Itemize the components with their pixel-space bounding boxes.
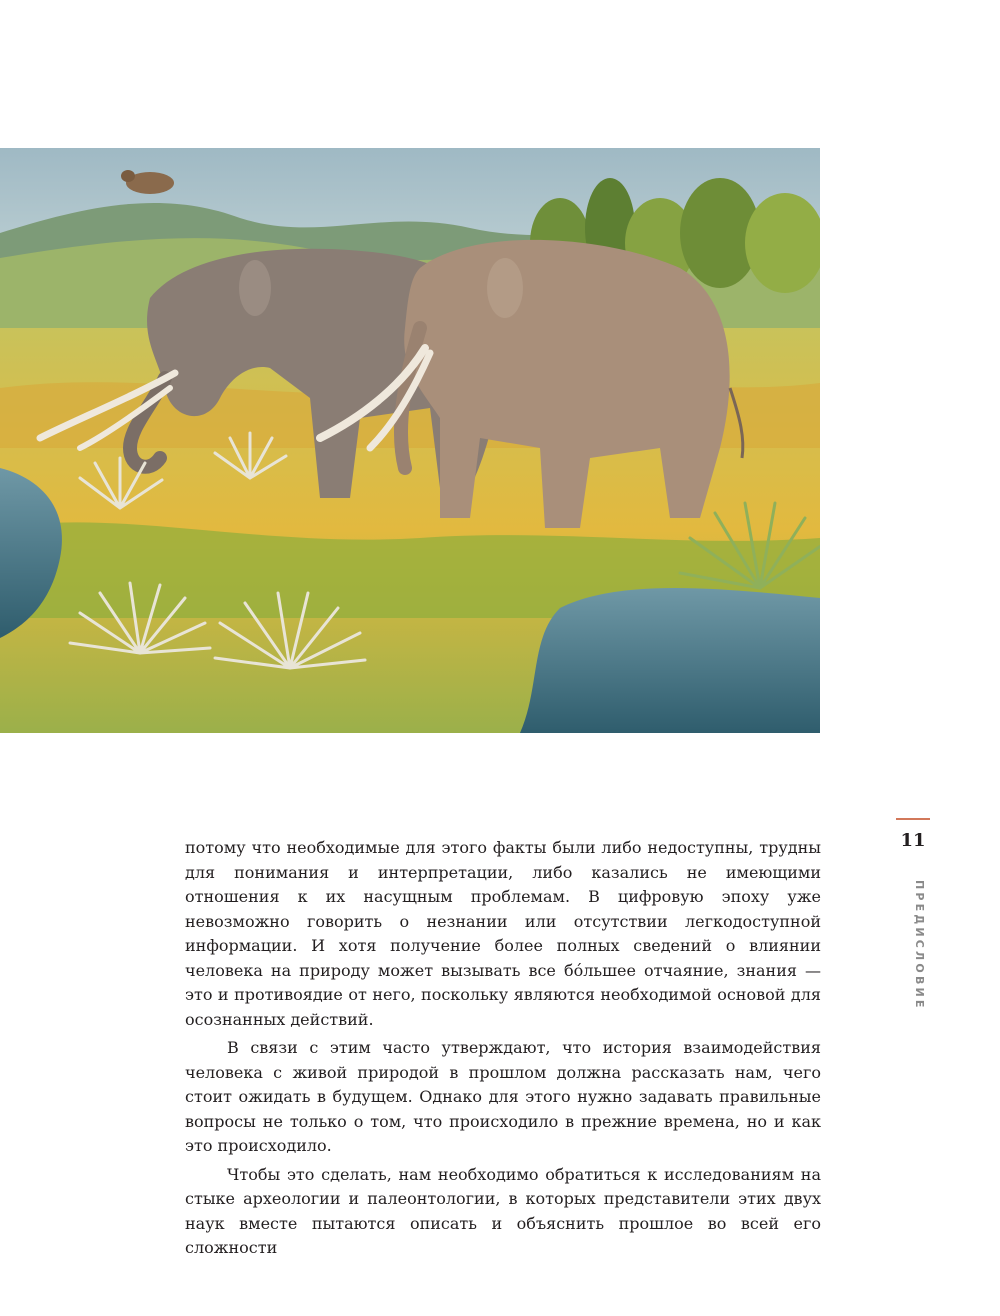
water-right [520,588,820,733]
mastodons-illustration [0,148,820,733]
paragraph-2: В связи с этим часто утверждают, что история взаимодействия человека с живой природой в прошлом должна рассказать нам, чего стоит ожидать в будущем. Однако для этого нужно задавать правильные вопросы не только о том, что происходило в прежние времена, но и как это происходило. [185,1038,821,1155]
paragraph-3: Чтобы это сделать, нам необходимо обратиться к исследованиям на стыке археологии и палеонтологии, в которых представители этих двух наук вместе пытаются описать и объяснить прошлое во всей его сложности [185,1164,821,1257]
page-number: 11 [900,830,926,851]
paragraph-1: потому что необходимые для этого факты были либо недоступны, трудны для понимания и интерпретации, либо казались не имеющими отношения к их насущным проблемам. В цифровую эпоху уже невозможно говорить о незнании или отсутствии легкодоступной информации. И хотя получение более полных сведений о влиянии человека на природу может вызывать все бóльшее отчаяние, знания — это и противоядие от него, поскольку являются необходимой основой для осознанных действий. [185,838,821,1029]
body-text [185,836,821,1261]
section-label: ПРЕДИСЛОВИЕ [913,880,926,1011]
landscape-painting [0,148,820,733]
page-number-rule [896,818,930,820]
